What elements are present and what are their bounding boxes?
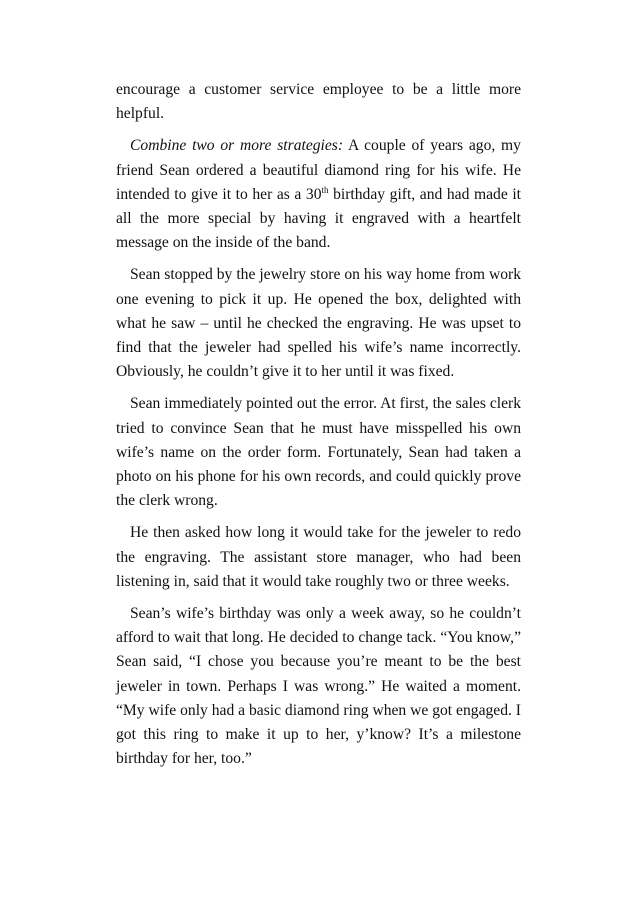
paragraph-combine-strategies xyxy=(116,134,521,255)
paragraph-continuation: encourage a customer service employee to be a little more helpful. xyxy=(116,81,521,123)
paragraph-change-tack: Sean’s wife’s birthday was only a week away, so he couldn’t afford to wait that long. He decided to change tack. “You know,” Sean said, “I chose you because you’re meant to be the best jeweler in town. Perhaps I was wrong.” He waited a moment. “My wife only had a basic diamond ring when we got engaged. I got this ring to make it up to her, y’know? It’s a milestone birthday for her, too.” xyxy=(116,605,521,768)
strategy-heading: Combine two or more strategies: xyxy=(130,137,344,155)
paragraph-pointed-out-error: Sean immediately pointed out the error. At first, the sales clerk tried to convince Sean that he must have misspelled his own wife’s name on the order form. Fortunately, Sean had taken a photo on his phone for his own records, and could quickly prove the clerk wrong. xyxy=(116,395,521,510)
paragraph-redo-engraving: He then asked how long it would take for the jeweler to redo the engraving. The assistant store manager, who had been listening in, said that it would take roughly two or three weeks. xyxy=(116,524,521,590)
ordinal-suffix: th xyxy=(321,184,329,195)
paragraph-text-part: birthday gift, and had made it all the more special by having it engraved with a heartfelt message on the inside of the band. xyxy=(116,185,521,252)
document-page xyxy=(116,78,521,771)
paragraph-jewelry-store: Sean stopped by the jewelry store on his way home from work one evening to pick it up. He opened the box, delighted with what he saw – until he checked the engraving. He was upset to find that the jeweler had spelled his wife’s name incorrectly. Obviously, he couldn’t give it to her until it was fixed. xyxy=(116,266,521,381)
paragraph-text-part: A couple of years ago, my friend Sean ordered a beautiful diamond ring for his wife. He intended to give it to her as a 30 xyxy=(116,137,521,203)
